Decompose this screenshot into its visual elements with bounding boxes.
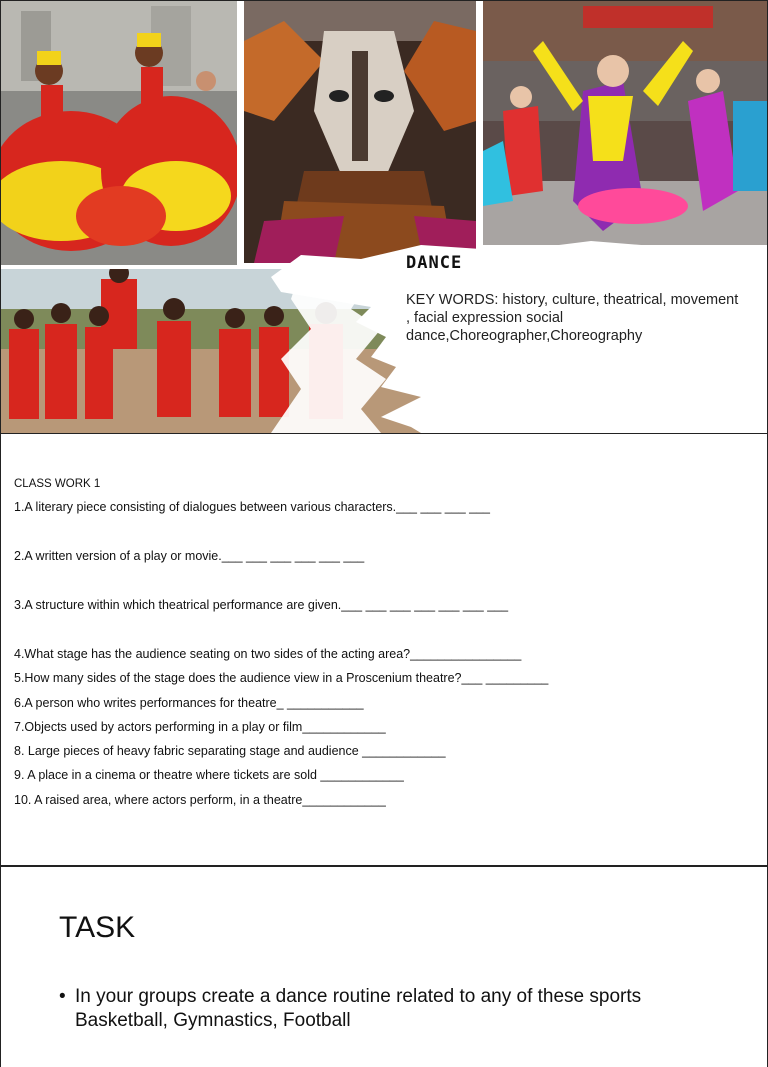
key-words-text: KEY WORDS: history, culture, theatrical, movement , facial expression social dance,Choreographer,Choreography [406,292,739,344]
question-item: 1.A literary piece consisting of dialogues between various characters.___ ___ ___ ___ [14,500,490,514]
question-item: 10. A raised area, where actors perform, in a theatre____________ [14,792,386,807]
task-list [59,985,641,1033]
african-mask-dancer-photo [244,1,476,263]
task-item: • In your groups create a dance routine related to any of these sports [59,985,641,1009]
question-item: 6.A person who writes performances for theatre_ ___________ [14,695,364,710]
task-item: Basketball, Gymnastics, Football [75,1010,351,1031]
cuban-dancers-photo [1,1,237,265]
classwork-slide [0,433,768,866]
dance-slide [0,0,768,434]
question-item: 3.A structure within which theatrical performance are given.___ ___ ___ ___ ___ ___ ___ [14,598,509,612]
question-item: 4.What stage has the audience seating on two sides of the acting area?________________ [14,647,522,661]
question-item: 2.A written version of a play or movie.___ ___ ___ ___ ___ ___ [14,549,365,563]
question-item: 9. A place in a cinema or theatre where tickets are sold ____________ [14,768,404,783]
question-item: 7.Objects used by actors performing in a play or film____________ [14,719,386,734]
question-item: 8. Large pieces of heavy fabric separating stage and audience ____________ [14,744,446,759]
task-title: TASK [59,911,136,944]
classwork-block [14,478,754,816]
classwork-heading: CLASS WORK 1 [14,478,101,490]
title-block [406,253,746,345]
slide-title: DANCE [406,253,463,273]
parade-dancers-photo [483,1,768,245]
task-slide [0,866,768,1067]
question-item: 5.How many sides of the stage does the audience view in a Proscenium theatre?___ _________ [14,671,549,686]
